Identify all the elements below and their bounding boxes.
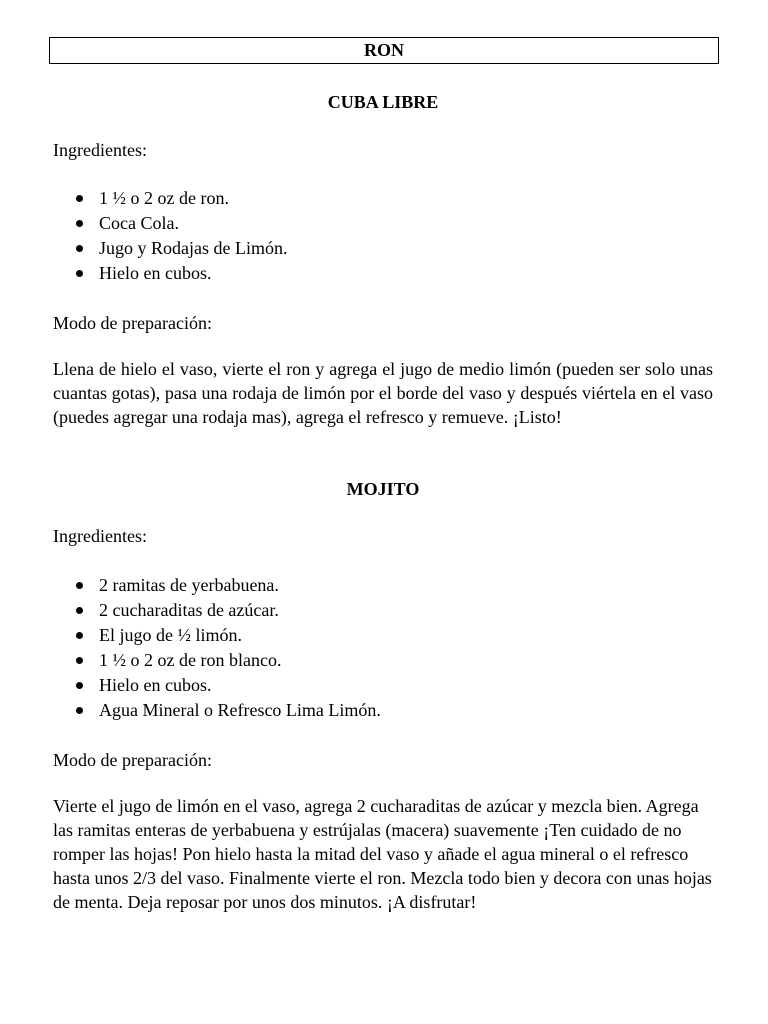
list-item: 2 ramitas de yerbabuena.: [53, 573, 381, 598]
list-item: El jugo de ½ limón.: [53, 623, 381, 648]
list-item: 1 ½ o 2 oz de ron.: [53, 186, 287, 211]
document-title: RON: [49, 37, 719, 64]
ingredients-label: Ingredientes:: [53, 526, 147, 546]
list-item: Hielo en cubos.: [53, 261, 287, 286]
recipe-title-mojito: MOJITO: [346, 479, 420, 499]
method-label: Modo de preparación:: [53, 750, 212, 770]
ingredients-list-mojito: [53, 573, 381, 723]
list-item: 2 cucharaditas de azúcar.: [53, 598, 381, 623]
list-item: Coca Cola.: [53, 211, 287, 236]
method-label: Modo de preparación:: [53, 313, 212, 333]
method-text-cuba-libre: Llena de hielo el vaso, vierte el ron y agrega el jugo de medio limón (pueden ser solo unas cuantas gotas), pasa una rodaja de limón por el borde del vaso y después viértela en el vaso (puedes agregar una rodaja mas), agrega el refresco y remueve. ¡Listo!: [53, 359, 713, 427]
recipe-title-cuba-libre: CUBA LIBRE: [327, 92, 439, 112]
list-item: Jugo y Rodajas de Limón.: [53, 236, 287, 261]
list-item: Agua Mineral o Refresco Lima Limón.: [53, 698, 381, 723]
method-text-mojito: Vierte el jugo de limón en el vaso, agrega 2 cucharaditas de azúcar y mezcla bien. Agrega las ramitas enteras de yerbabuena y estrújalas (macera) suavemente ¡Ten cuidado de no romper las hojas! Pon hielo hasta la mitad del vaso y añade el agua mineral o el refresco hasta unos 2/3 del vaso. Finalmente vierte el ron. Mezcla todo bien y decora con unas hojas de menta. Deja reposar por unos dos minutos. ¡A disfrutar!: [53, 796, 712, 912]
ingredients-list-cuba-libre: [53, 186, 287, 286]
list-item: 1 ½ o 2 oz de ron blanco.: [53, 648, 381, 673]
ingredients-label: Ingredientes:: [53, 140, 147, 160]
list-item: Hielo en cubos.: [53, 673, 381, 698]
